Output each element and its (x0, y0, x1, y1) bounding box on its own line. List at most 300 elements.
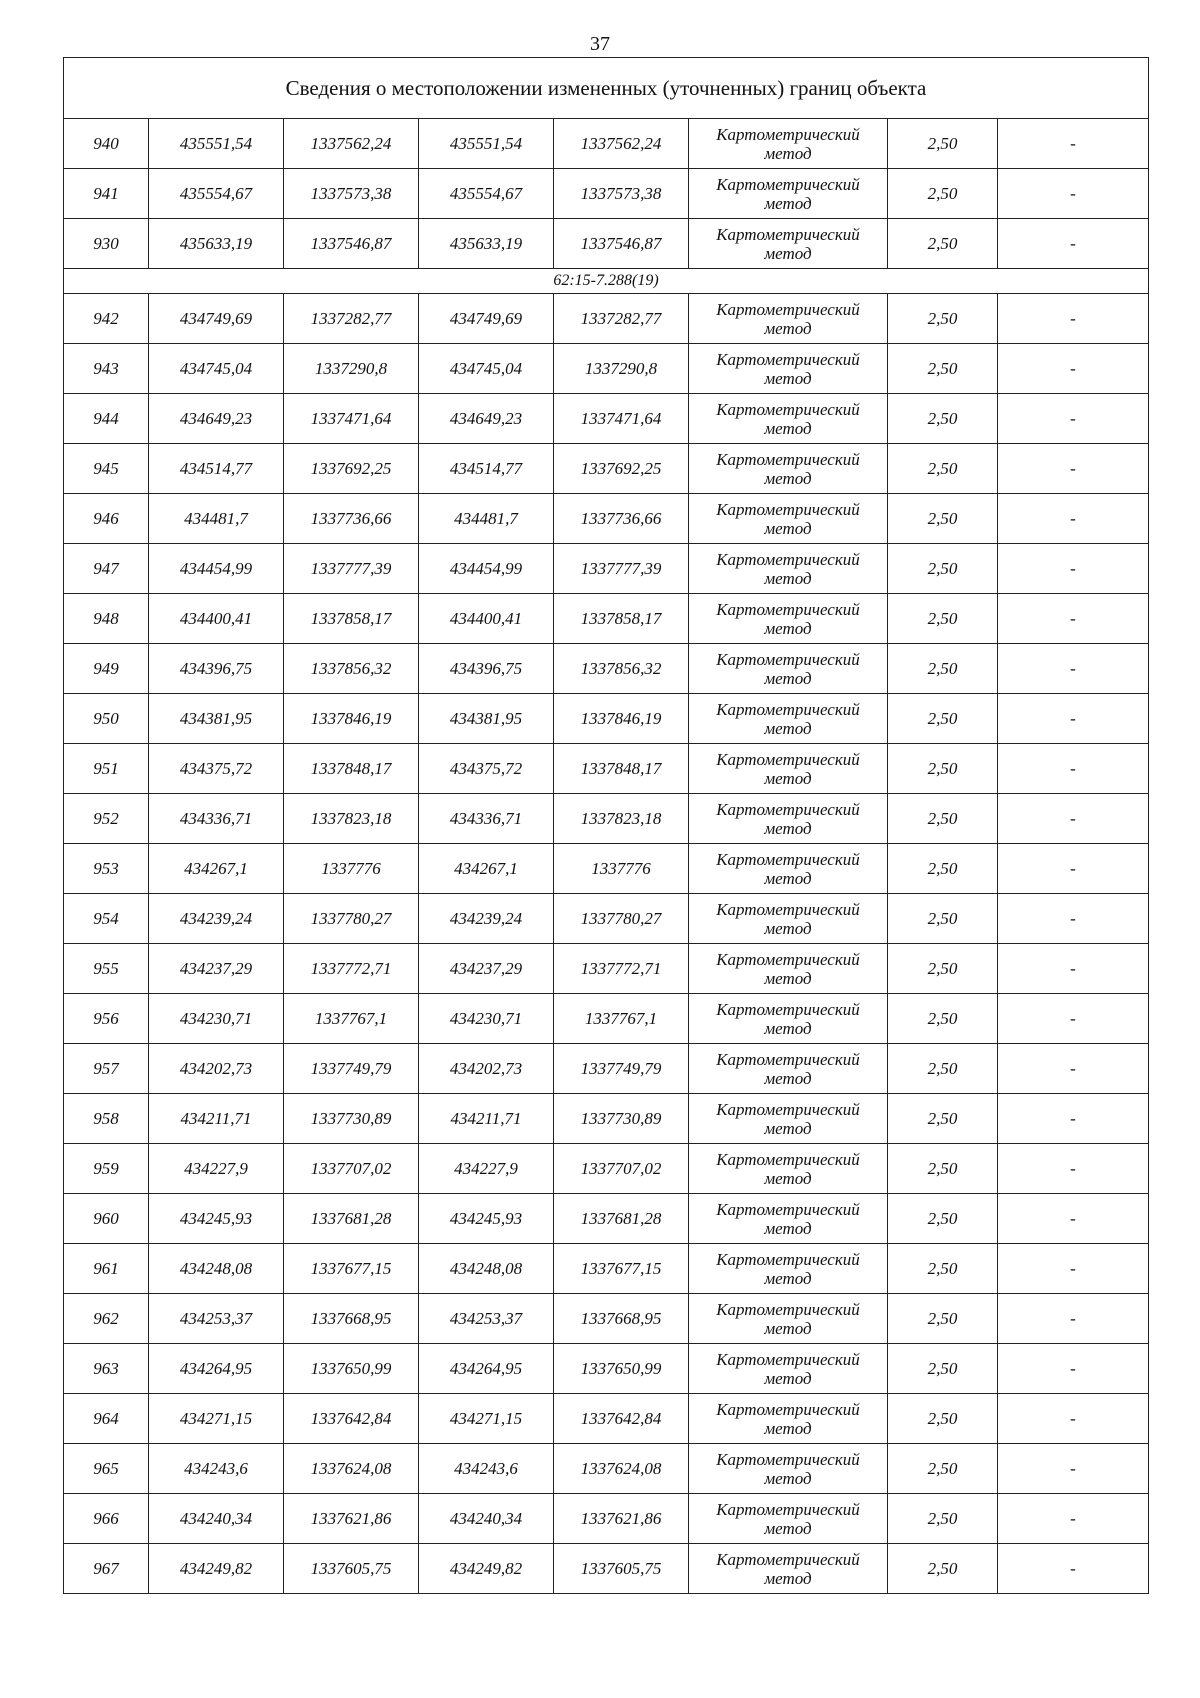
method-line: метод (764, 718, 812, 738)
method-line: Картометрический (716, 999, 860, 1019)
method-line: Картометрический (716, 1099, 860, 1119)
y-existing-cell: 1337848,17 (284, 744, 419, 794)
x-new-cell: 434253,37 (419, 1294, 554, 1344)
x-new-cell: 434237,29 (419, 944, 554, 994)
table-row (64, 344, 1149, 394)
note-cell: - (998, 1394, 1149, 1444)
x-existing-cell: 434202,73 (149, 1044, 284, 1094)
method-line: метод (764, 1468, 812, 1488)
x-new-cell: 434745,04 (419, 344, 554, 394)
x-existing-cell: 434227,9 (149, 1144, 284, 1194)
point-number-cell: 943 (64, 344, 149, 394)
method-cell (689, 694, 888, 744)
table-row (64, 1544, 1149, 1594)
x-existing-cell: 434396,75 (149, 644, 284, 694)
accuracy-cell: 2,50 (888, 219, 998, 269)
x-new-cell: 435551,54 (419, 119, 554, 169)
point-number-cell: 967 (64, 1544, 149, 1594)
y-new-cell: 1337290,8 (554, 344, 689, 394)
method-cell (689, 394, 888, 444)
method-line: метод (764, 1568, 812, 1588)
x-new-cell: 434230,71 (419, 994, 554, 1044)
x-new-cell: 434202,73 (419, 1044, 554, 1094)
x-existing-cell: 434481,7 (149, 494, 284, 544)
x-existing-cell: 434239,24 (149, 894, 284, 944)
table-row (64, 294, 1149, 344)
x-existing-cell: 434749,69 (149, 294, 284, 344)
method-cell (689, 294, 888, 344)
note-cell: - (998, 1294, 1149, 1344)
note-cell: - (998, 744, 1149, 794)
table-body (64, 58, 1149, 1594)
table-title-row (64, 58, 1149, 119)
x-existing-cell: 434454,99 (149, 544, 284, 594)
x-existing-cell: 434267,1 (149, 844, 284, 894)
accuracy-cell: 2,50 (888, 544, 998, 594)
y-new-cell: 1337730,89 (554, 1094, 689, 1144)
y-new-cell: 1337772,71 (554, 944, 689, 994)
method-line: метод (764, 1368, 812, 1388)
method-line: метод (764, 1268, 812, 1288)
note-cell: - (998, 994, 1149, 1044)
method-line: Картометрический (716, 949, 860, 969)
x-new-cell: 435554,67 (419, 169, 554, 219)
y-new-cell: 1337823,18 (554, 794, 689, 844)
point-number-cell: 946 (64, 494, 149, 544)
method-line: Картометрический (716, 849, 860, 869)
accuracy-cell: 2,50 (888, 644, 998, 694)
note-cell: - (998, 644, 1149, 694)
x-existing-cell: 434240,34 (149, 1494, 284, 1544)
y-new-cell: 1337767,1 (554, 994, 689, 1044)
x-existing-cell: 434514,77 (149, 444, 284, 494)
y-existing-cell: 1337471,64 (284, 394, 419, 444)
x-existing-cell: 434230,71 (149, 994, 284, 1044)
y-existing-cell: 1337730,89 (284, 1094, 419, 1144)
y-new-cell: 1337681,28 (554, 1194, 689, 1244)
x-new-cell: 435633,19 (419, 219, 554, 269)
x-new-cell: 434267,1 (419, 844, 554, 894)
table-row (64, 744, 1149, 794)
y-new-cell: 1337471,64 (554, 394, 689, 444)
method-cell (689, 1544, 888, 1594)
table-title: Сведения о местоположении измененных (уточненных) границ объекта (64, 58, 1149, 119)
x-existing-cell: 434243,6 (149, 1444, 284, 1494)
boundary-coordinates-table (63, 57, 1149, 1594)
x-existing-cell: 434245,93 (149, 1194, 284, 1244)
point-number-cell: 965 (64, 1444, 149, 1494)
method-line: Картометрический (716, 1449, 860, 1469)
point-number-cell: 947 (64, 544, 149, 594)
note-cell: - (998, 1544, 1149, 1594)
point-number-cell: 950 (64, 694, 149, 744)
method-cell (689, 169, 888, 219)
method-line: Картометрический (716, 1399, 860, 1419)
x-existing-cell: 434237,29 (149, 944, 284, 994)
point-number-cell: 941 (64, 169, 149, 219)
method-line: метод (764, 1218, 812, 1238)
x-existing-cell: 434745,04 (149, 344, 284, 394)
page-number: 37 (590, 33, 610, 55)
method-line: Картометрический (716, 499, 860, 519)
method-line: метод (764, 193, 812, 213)
method-line: метод (764, 1418, 812, 1438)
y-new-cell: 1337848,17 (554, 744, 689, 794)
method-line: метод (764, 418, 812, 438)
table-row (64, 1494, 1149, 1544)
method-line: Картометрический (716, 749, 860, 769)
method-line: Картометрический (716, 699, 860, 719)
note-cell: - (998, 1194, 1149, 1244)
method-line: Картометрический (716, 1249, 860, 1269)
note-cell: - (998, 344, 1149, 394)
y-existing-cell: 1337573,38 (284, 169, 419, 219)
note-cell: - (998, 594, 1149, 644)
table-row (64, 494, 1149, 544)
accuracy-cell: 2,50 (888, 894, 998, 944)
y-existing-cell: 1337749,79 (284, 1044, 419, 1094)
note-cell: - (998, 394, 1149, 444)
y-existing-cell: 1337776 (284, 844, 419, 894)
accuracy-cell: 2,50 (888, 1144, 998, 1194)
method-line: метод (764, 143, 812, 163)
note-cell: - (998, 294, 1149, 344)
method-line: Картометрический (716, 1349, 860, 1369)
y-new-cell: 1337668,95 (554, 1294, 689, 1344)
x-new-cell: 434239,24 (419, 894, 554, 944)
x-existing-cell: 434253,37 (149, 1294, 284, 1344)
y-new-cell: 1337677,15 (554, 1244, 689, 1294)
x-existing-cell: 434336,71 (149, 794, 284, 844)
y-new-cell: 1337736,66 (554, 494, 689, 544)
method-line: метод (764, 668, 812, 688)
x-new-cell: 434454,99 (419, 544, 554, 594)
note-cell: - (998, 1144, 1149, 1194)
y-new-cell: 1337856,32 (554, 644, 689, 694)
table-row (64, 444, 1149, 494)
table-row (64, 594, 1149, 644)
y-new-cell: 1337282,77 (554, 294, 689, 344)
x-new-cell: 434248,08 (419, 1244, 554, 1294)
accuracy-cell: 2,50 (888, 1044, 998, 1094)
point-number-cell: 930 (64, 219, 149, 269)
y-new-cell: 1337846,19 (554, 694, 689, 744)
y-existing-cell: 1337621,86 (284, 1494, 419, 1544)
accuracy-cell: 2,50 (888, 1344, 998, 1394)
method-line: Картометрический (716, 449, 860, 469)
accuracy-cell: 2,50 (888, 444, 998, 494)
x-existing-cell: 434375,72 (149, 744, 284, 794)
method-cell (689, 894, 888, 944)
x-existing-cell: 434248,08 (149, 1244, 284, 1294)
method-cell (689, 1144, 888, 1194)
method-cell (689, 119, 888, 169)
method-cell (689, 744, 888, 794)
method-line: метод (764, 368, 812, 388)
y-existing-cell: 1337736,66 (284, 494, 419, 544)
y-new-cell: 1337546,87 (554, 219, 689, 269)
y-existing-cell: 1337780,27 (284, 894, 419, 944)
table-row (64, 1294, 1149, 1344)
x-new-cell: 434400,41 (419, 594, 554, 644)
method-cell (689, 794, 888, 844)
method-cell (689, 644, 888, 694)
y-existing-cell: 1337823,18 (284, 794, 419, 844)
method-line: Картометрический (716, 1199, 860, 1219)
table-row (64, 1194, 1149, 1244)
y-existing-cell: 1337707,02 (284, 1144, 419, 1194)
y-existing-cell: 1337677,15 (284, 1244, 419, 1294)
accuracy-cell: 2,50 (888, 1194, 998, 1244)
accuracy-cell: 2,50 (888, 494, 998, 544)
note-cell: - (998, 1244, 1149, 1294)
y-new-cell: 1337642,84 (554, 1394, 689, 1444)
accuracy-cell: 2,50 (888, 944, 998, 994)
method-cell (689, 494, 888, 544)
method-line: метод (764, 468, 812, 488)
x-existing-cell: 435551,54 (149, 119, 284, 169)
table-row (64, 694, 1149, 744)
accuracy-cell: 2,50 (888, 1494, 998, 1544)
accuracy-cell: 2,50 (888, 1244, 998, 1294)
y-new-cell: 1337624,08 (554, 1444, 689, 1494)
accuracy-cell: 2,50 (888, 294, 998, 344)
x-new-cell: 434396,75 (419, 644, 554, 694)
section-row (64, 269, 1149, 294)
accuracy-cell: 2,50 (888, 994, 998, 1044)
point-number-cell: 960 (64, 1194, 149, 1244)
accuracy-cell: 2,50 (888, 1544, 998, 1594)
note-cell: - (998, 1044, 1149, 1094)
note-cell: - (998, 944, 1149, 994)
method-line: Картометрический (716, 174, 860, 194)
method-line: метод (764, 1518, 812, 1538)
method-cell (689, 844, 888, 894)
y-new-cell: 1337777,39 (554, 544, 689, 594)
x-existing-cell: 434211,71 (149, 1094, 284, 1144)
method-line: Картометрический (716, 1149, 860, 1169)
table-row (64, 544, 1149, 594)
method-line: Картометрический (716, 549, 860, 569)
method-cell (689, 1444, 888, 1494)
method-line: метод (764, 768, 812, 788)
accuracy-cell: 2,50 (888, 1444, 998, 1494)
method-line: метод (764, 243, 812, 263)
method-line: Картометрический (716, 1299, 860, 1319)
point-number-cell: 963 (64, 1344, 149, 1394)
note-cell: - (998, 494, 1149, 544)
method-cell (689, 1294, 888, 1344)
point-number-cell: 952 (64, 794, 149, 844)
method-line: Картометрический (716, 124, 860, 144)
method-cell (689, 1494, 888, 1544)
x-existing-cell: 435633,19 (149, 219, 284, 269)
table-row (64, 219, 1149, 269)
table-row (64, 1394, 1149, 1444)
table-row (64, 1344, 1149, 1394)
point-number-cell: 942 (64, 294, 149, 344)
y-existing-cell: 1337858,17 (284, 594, 419, 644)
x-new-cell: 434227,9 (419, 1144, 554, 1194)
method-line: Картометрический (716, 349, 860, 369)
y-existing-cell: 1337605,75 (284, 1544, 419, 1594)
method-line: метод (764, 1118, 812, 1138)
x-new-cell: 434245,93 (419, 1194, 554, 1244)
table-row (64, 169, 1149, 219)
table-row (64, 1094, 1149, 1144)
y-existing-cell: 1337767,1 (284, 994, 419, 1044)
method-line: Картометрический (716, 799, 860, 819)
y-new-cell: 1337562,24 (554, 119, 689, 169)
note-cell: - (998, 694, 1149, 744)
method-line: метод (764, 1168, 812, 1188)
y-existing-cell: 1337856,32 (284, 644, 419, 694)
point-number-cell: 959 (64, 1144, 149, 1194)
x-existing-cell: 434400,41 (149, 594, 284, 644)
y-existing-cell: 1337546,87 (284, 219, 419, 269)
x-new-cell: 434649,23 (419, 394, 554, 444)
y-new-cell: 1337650,99 (554, 1344, 689, 1394)
y-new-cell: 1337692,25 (554, 444, 689, 494)
x-new-cell: 434381,95 (419, 694, 554, 744)
note-cell: - (998, 894, 1149, 944)
y-existing-cell: 1337290,8 (284, 344, 419, 394)
y-existing-cell: 1337772,71 (284, 944, 419, 994)
table-row (64, 794, 1149, 844)
point-number-cell: 954 (64, 894, 149, 944)
accuracy-cell: 2,50 (888, 1294, 998, 1344)
point-number-cell: 957 (64, 1044, 149, 1094)
y-new-cell: 1337858,17 (554, 594, 689, 644)
point-number-cell: 945 (64, 444, 149, 494)
accuracy-cell: 2,50 (888, 344, 998, 394)
y-existing-cell: 1337282,77 (284, 294, 419, 344)
method-line: метод (764, 518, 812, 538)
y-new-cell: 1337621,86 (554, 1494, 689, 1544)
method-line: метод (764, 568, 812, 588)
method-line: метод (764, 318, 812, 338)
x-existing-cell: 434249,82 (149, 1544, 284, 1594)
method-line: метод (764, 618, 812, 638)
note-cell: - (998, 844, 1149, 894)
point-number-cell: 961 (64, 1244, 149, 1294)
x-new-cell: 434249,82 (419, 1544, 554, 1594)
x-new-cell: 434375,72 (419, 744, 554, 794)
note-cell: - (998, 444, 1149, 494)
method-line: метод (764, 1018, 812, 1038)
method-line: метод (764, 818, 812, 838)
method-cell (689, 444, 888, 494)
x-existing-cell: 435554,67 (149, 169, 284, 219)
y-existing-cell: 1337777,39 (284, 544, 419, 594)
x-new-cell: 434264,95 (419, 1344, 554, 1394)
accuracy-cell: 2,50 (888, 594, 998, 644)
accuracy-cell: 2,50 (888, 844, 998, 894)
point-number-cell: 951 (64, 744, 149, 794)
point-number-cell: 944 (64, 394, 149, 444)
note-cell: - (998, 1344, 1149, 1394)
y-new-cell: 1337780,27 (554, 894, 689, 944)
method-line: Картометрический (716, 649, 860, 669)
x-new-cell: 434240,34 (419, 1494, 554, 1544)
method-cell (689, 1044, 888, 1094)
method-cell (689, 1394, 888, 1444)
table-row (64, 1144, 1149, 1194)
x-new-cell: 434749,69 (419, 294, 554, 344)
method-line: Картометрический (716, 299, 860, 319)
y-new-cell: 1337707,02 (554, 1144, 689, 1194)
method-line: Картометрический (716, 224, 860, 244)
method-line: метод (764, 868, 812, 888)
table-row (64, 644, 1149, 694)
x-existing-cell: 434381,95 (149, 694, 284, 744)
note-cell: - (998, 1094, 1149, 1144)
y-new-cell: 1337573,38 (554, 169, 689, 219)
method-cell (689, 219, 888, 269)
table-row (64, 1244, 1149, 1294)
y-existing-cell: 1337668,95 (284, 1294, 419, 1344)
y-new-cell: 1337749,79 (554, 1044, 689, 1094)
accuracy-cell: 2,50 (888, 794, 998, 844)
method-line: Картометрический (716, 1499, 860, 1519)
accuracy-cell: 2,50 (888, 394, 998, 444)
table-row (64, 844, 1149, 894)
x-new-cell: 434271,15 (419, 1394, 554, 1444)
method-cell (689, 944, 888, 994)
x-existing-cell: 434271,15 (149, 1394, 284, 1444)
point-number-cell: 966 (64, 1494, 149, 1544)
method-cell (689, 544, 888, 594)
note-cell: - (998, 169, 1149, 219)
method-line: Картометрический (716, 599, 860, 619)
point-number-cell: 953 (64, 844, 149, 894)
x-new-cell: 434514,77 (419, 444, 554, 494)
x-new-cell: 434211,71 (419, 1094, 554, 1144)
note-cell: - (998, 1494, 1149, 1544)
accuracy-cell: 2,50 (888, 169, 998, 219)
method-cell (689, 1344, 888, 1394)
y-existing-cell: 1337642,84 (284, 1394, 419, 1444)
table-row (64, 944, 1149, 994)
x-existing-cell: 434264,95 (149, 1344, 284, 1394)
accuracy-cell: 2,50 (888, 694, 998, 744)
method-line: Картометрический (716, 1549, 860, 1569)
table-row (64, 994, 1149, 1044)
accuracy-cell: 2,50 (888, 1394, 998, 1444)
table-row (64, 1444, 1149, 1494)
method-cell (689, 594, 888, 644)
note-cell: - (998, 219, 1149, 269)
x-new-cell: 434243,6 (419, 1444, 554, 1494)
table-row (64, 894, 1149, 944)
method-line: Картометрический (716, 399, 860, 419)
point-number-cell: 964 (64, 1394, 149, 1444)
method-line: метод (764, 1068, 812, 1088)
note-cell: - (998, 1444, 1149, 1494)
point-number-cell: 955 (64, 944, 149, 994)
table-row (64, 394, 1149, 444)
y-existing-cell: 1337692,25 (284, 444, 419, 494)
note-cell: - (998, 794, 1149, 844)
y-existing-cell: 1337650,99 (284, 1344, 419, 1394)
accuracy-cell: 2,50 (888, 1094, 998, 1144)
x-new-cell: 434336,71 (419, 794, 554, 844)
point-number-cell: 948 (64, 594, 149, 644)
accuracy-cell: 2,50 (888, 119, 998, 169)
note-cell: - (998, 119, 1149, 169)
method-line: метод (764, 918, 812, 938)
y-existing-cell: 1337562,24 (284, 119, 419, 169)
